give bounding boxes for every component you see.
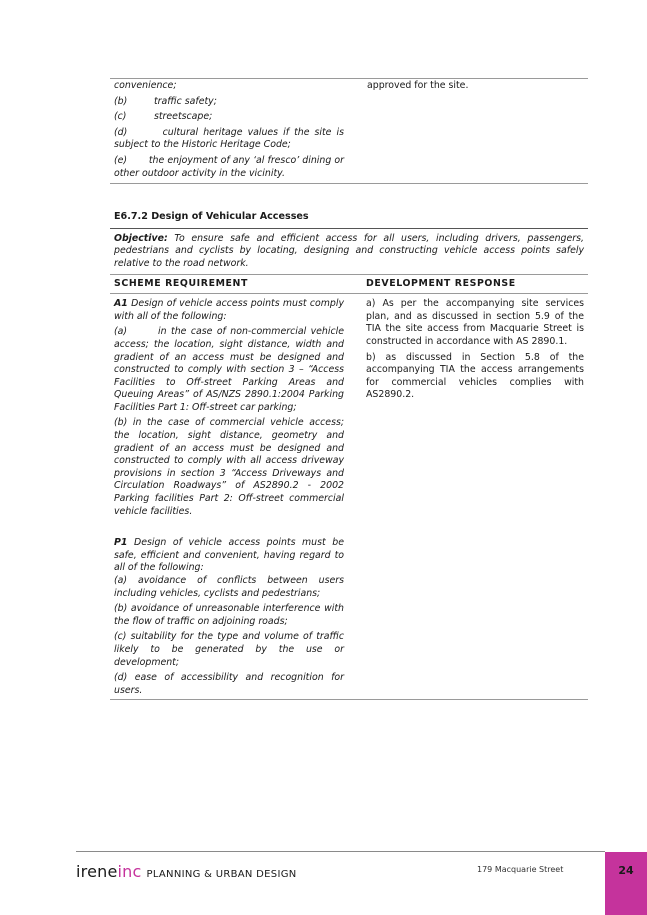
a1-item-a: (a) in the case of non-commercial vehicle access; the location, sight distance, width and gradient of an access must be designed and constructed to comply with section 3 – “Access Facilities to Off-street Parking Areas and Queuing Areas” of AS/NZS 2890.1:2004 Parking Facilities Part 1: Off-street car parking; (114, 326, 344, 413)
page-content (110, 0, 588, 700)
p1-item-d: (d) ease of accessibility and recognition for users. (114, 672, 344, 696)
prev-table-row (110, 79, 588, 183)
p1-item-a: (a) avoidance of conflicts between users including vehicles, cyclists and pedestrians; (114, 575, 344, 599)
development-response-cell (354, 298, 584, 697)
prev-item-c: (c) streetscape; (114, 111, 213, 123)
header-development-response: DEVELOPMENT RESPONSE (366, 277, 516, 289)
p1-intro: P1 Design of vehicle access points must be safe, efficient and convenient, having regard to all of the following: (114, 537, 344, 574)
prev-left-cell (114, 80, 354, 180)
scheme-requirement-cell (114, 298, 354, 697)
header-scheme-requirement: SCHEME REQUIREMENT (114, 277, 248, 289)
page-footer (76, 851, 647, 915)
p1-item-b: (b) avoidance of unreasonable interference with the flow of traffic on adjoining roads; (114, 603, 344, 627)
prev-item-d: (d) cultural heritage values if the site is subject to the Historic Heritage Code; (114, 126, 344, 151)
table-end-rule (110, 699, 588, 700)
objective-label: Objective: (114, 232, 168, 244)
footer-address: 179 Macquarie Street (477, 865, 564, 874)
response-a: a) As per the accompanying site services plan, and as discussed in section 5.9 of the TIA the site access from Macquarie Street is constructed in accordance with AS 2890.1. (366, 298, 584, 347)
table-header-row (110, 275, 588, 294)
a1-intro: A1 Design of vehicle access points must comply with all of the following: (114, 298, 344, 322)
prev-item-b: (b) traffic safety; (114, 95, 217, 107)
footer-rule (76, 851, 605, 852)
a1-item-b: (b) in the case of commercial vehicle access; the location, sight distance, geometry and gradient of an access must be designed and constructed to comply with all access driveway provisions in section 3 “Access Driveways and Circulation Roadways” of AS2890.2 - 2002 Parking facilities Part 2: Off-street commercial vehicle facilities. (114, 417, 344, 517)
p1-item-c: (c) suitability for the type and volume of traffic likely to be generated by the use or development; (114, 631, 344, 668)
brand-logo: ireneinc PLANNING & URBAN DESIGN (76, 862, 297, 881)
page-number: 24 (605, 852, 647, 915)
table-bottom-rule (110, 183, 588, 184)
prev-right-cell (354, 80, 584, 180)
requirements-row (110, 294, 588, 699)
prev-item-e: (e) the enjoyment of any ‘al fresco’ dining or other outdoor activity in the vicinity. (114, 154, 344, 179)
section-heading: E6.7.2 Design of Vehicular Accesses (114, 211, 309, 223)
objective-text: To ensure safe and efficient access for all users, including drivers, passengers, pedestrians and cyclists by locating, designing and constructing vehicle access points safely relative to the road network. (114, 232, 584, 269)
objective-block (110, 229, 588, 274)
prev-response: approved for the site. (367, 80, 469, 91)
prev-line0: convenience; (114, 80, 177, 91)
response-b: b) as discussed in Section 5.8 of the accompanying TIA the access arrangements for commercial vehicles complies with AS2890.2. (366, 351, 584, 401)
